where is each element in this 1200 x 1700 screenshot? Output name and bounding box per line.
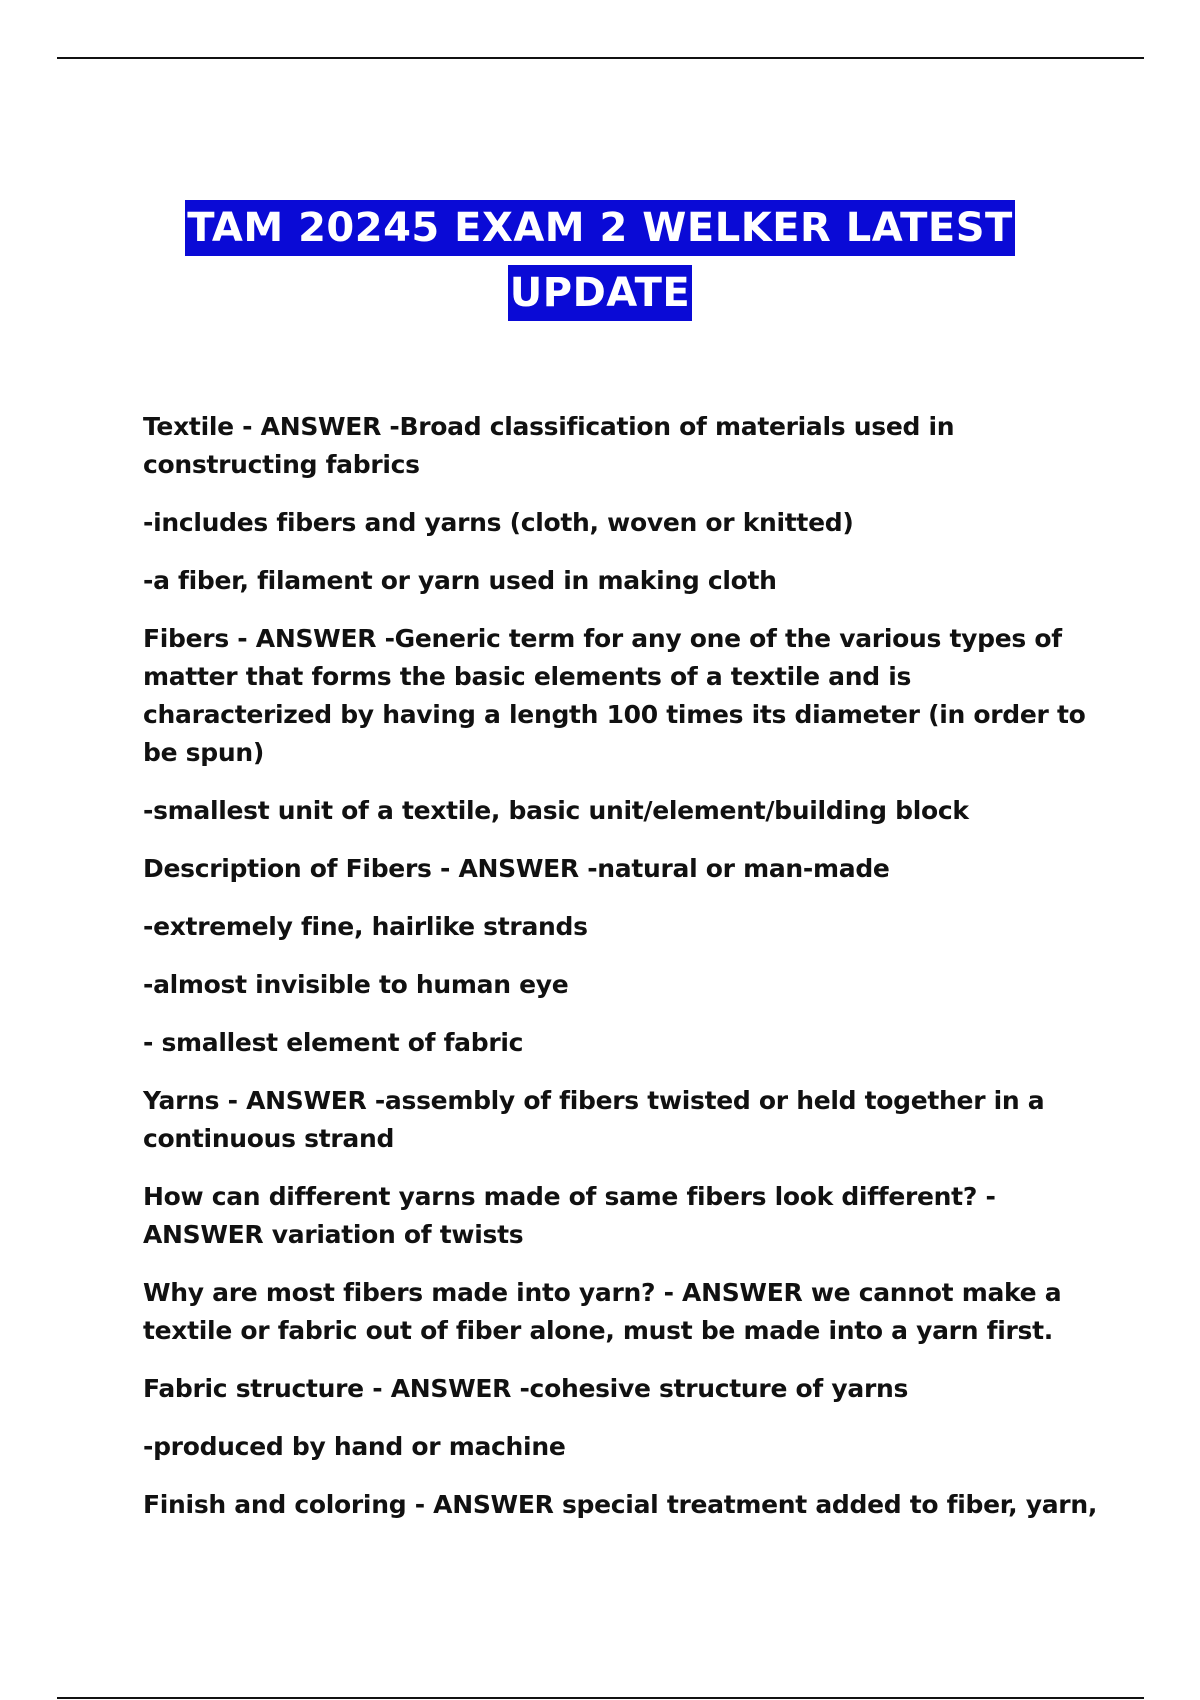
paragraph: -extremely fine, hairlike strands (143, 912, 588, 941)
paragraph: -produced by hand or machine (143, 1432, 566, 1461)
paragraph: - smallest element of fabric (143, 1028, 524, 1057)
paragraph-finish-and-coloring: Finish and coloring - ANSWER special treatment added to fiber, yarn, (143, 1490, 1098, 1519)
paragraph: -includes fibers and yarns (cloth, woven or knitted) (143, 508, 854, 537)
paragraph-textile: Textile - ANSWER -Broad classification of materials used in constructing fabrics (143, 412, 955, 479)
document-body (143, 408, 1103, 1544)
paragraph-question: How can different yarns made of same fibers look different? - ANSWER variation of twists (143, 1182, 996, 1249)
paragraph-fabric-structure: Fabric structure - ANSWER -cohesive structure of yarns (143, 1374, 909, 1403)
title-line-2: UPDATE (508, 265, 692, 321)
paragraph: -smallest unit of a textile, basic unit/element/building block (143, 796, 969, 825)
paragraph-description-of-fibers: Description of Fibers - ANSWER -natural or man-made (143, 854, 890, 883)
bottom-rule (57, 1697, 1144, 1699)
paragraph: -a fiber, filament or yarn used in making cloth (143, 566, 777, 595)
document-title (0, 200, 1200, 321)
paragraph-fibers: Fibers - ANSWER -Generic term for any one of the various types of matter that forms the basic elements of a textile and is characterized by having a length 100 times its diameter (in order to be spun) (143, 624, 1086, 767)
top-rule (57, 57, 1144, 59)
paragraph-yarns: Yarns - ANSWER -assembly of fibers twisted or held together in a continuous strand (143, 1086, 1045, 1153)
paragraph: -almost invisible to human eye (143, 970, 569, 999)
paragraph-question: Why are most fibers made into yarn? - ANSWER we cannot make a textile or fabric out of fiber alone, must be made into a yarn first. (143, 1278, 1062, 1345)
title-line-1: TAM 20245 EXAM 2 WELKER LATEST (185, 200, 1015, 256)
